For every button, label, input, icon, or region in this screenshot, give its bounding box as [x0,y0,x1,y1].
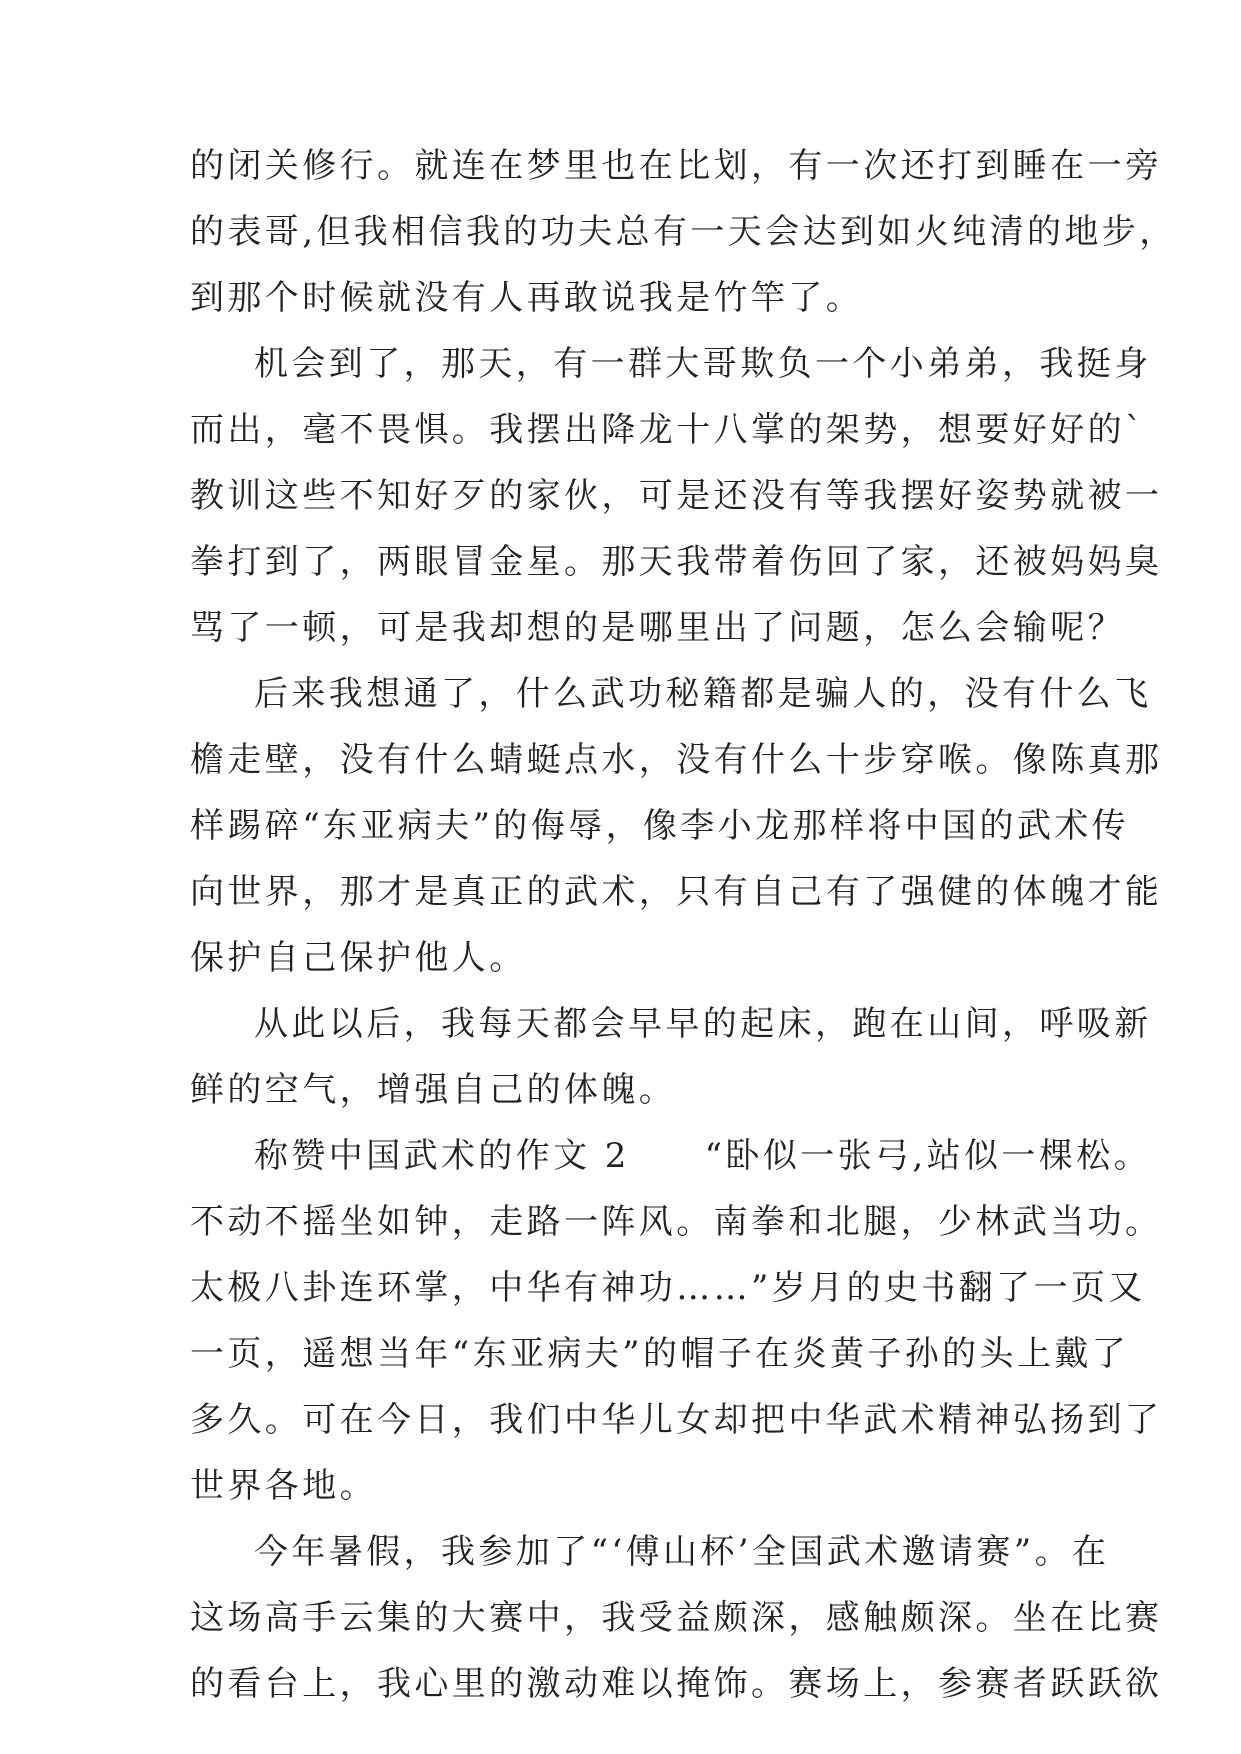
text-line: 骂了一顿，可是我却想的是哪里出了问题，怎么会输呢？ [190,608,1125,648]
text-line: 保护自己保护他人。 [190,938,527,978]
text-line: 的看台上，我心里的激动难以掩饰。赛场上，参赛者跃跃欲 [190,1664,1163,1704]
text-line: 的表哥,但我相信我的功夫总有一天会达到如火纯清的地步， [190,212,1177,252]
paragraph-first-line: 从此以后，我每天都会早早的起床，跑在山间，呼吸新 [254,1004,1152,1044]
text-line: 到那个时候就没有人再敢说我是竹竿了。 [190,278,864,318]
paragraph-first-line: 今年暑假，我参加了“‘傅山杯’全国武术邀请赛”。在 [254,1532,1110,1572]
text-line: 檐走壁，没有什么蜻蜓点水，没有什么十步穿喉。像陈真那 [190,740,1163,780]
text-line: 向世界，那才是真正的武术，只有自己有了强健的体魄才能 [190,872,1163,912]
text-line: 多久。可在今日，我们中华儿女却把中华武术精神弘扬到了 [190,1400,1163,1440]
text-line: 的闭关修行。就连在梦里也在比划，有一次还打到睡在一旁 [190,146,1163,186]
text-line: 鲜的空气，增强自己的体魄。 [190,1070,677,1110]
text-line: 太极八卦连环掌，中华有神功……”岁月的史书翻了一页又 [190,1268,1146,1308]
paragraph-first-line: 机会到了，那天，有一群大哥欺负一个小弟弟，我挺身 [254,344,1152,384]
text-line: 不动不摇坐如钟，走路一阵风。南拳和北腿，少林武当功。 [190,1202,1163,1242]
text-line: 拳打到了，两眼冒金星。那天我带着伤回了家，还被妈妈臭 [190,542,1163,582]
text-line: 世界各地。 [190,1466,377,1506]
paragraph-first-line: 后来我想通了，什么武功秘籍都是骗人的，没有什么飞 [254,674,1152,714]
text-line: 这场高手云集的大赛中，我受益颇深，感触颇深。坐在比赛 [190,1598,1163,1638]
text-line: 一页，遥想当年“东亚病夫”的帽子在炎黄子孙的头上戴了 [190,1334,1130,1374]
text-line: 而出，毫不畏惧。我摆出降龙十八掌的架势，想要好好的` [190,410,1146,450]
text-line: 样踢碎“东亚病夫”的侮辱，像李小龙那样将中国的武术传 [190,806,1130,846]
paragraph-first-line: 称赞中国武术的作文 2 “卧似一张弓,站似一棵松。 [254,1136,1152,1176]
text-line: 教训这些不知好歹的家伙，可是还没有等我摆好姿势就被一 [190,476,1163,516]
